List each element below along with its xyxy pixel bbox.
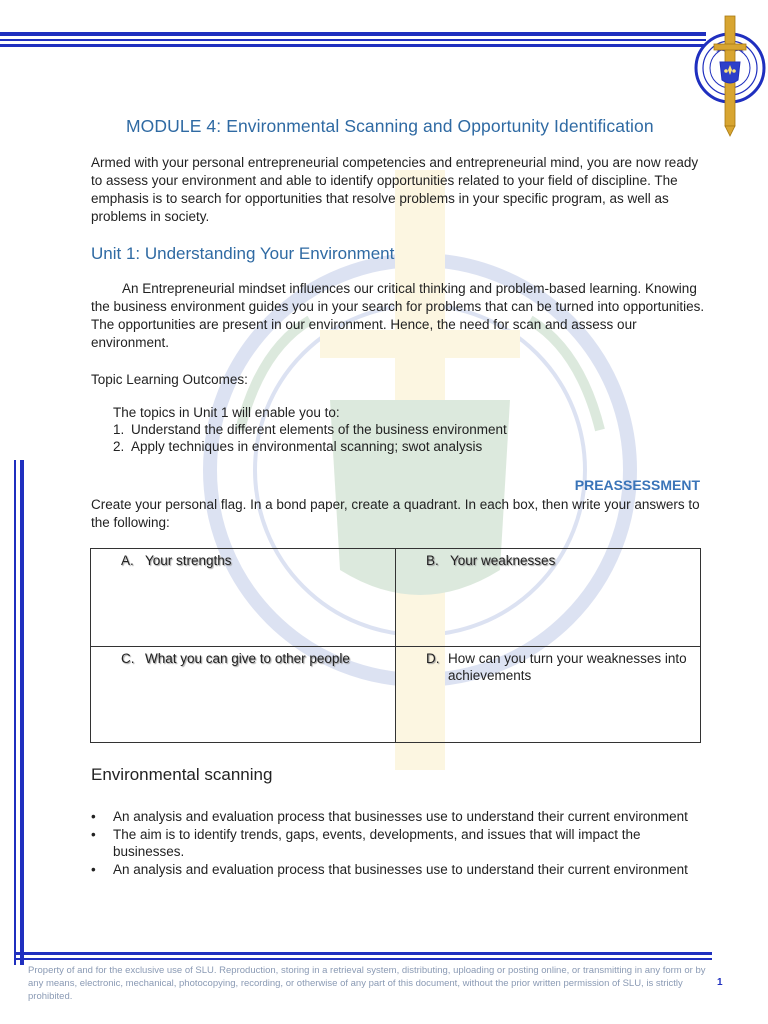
list-item-text: The aim is to identify trends, gaps, events, developments, and issues that will impact the businesses. xyxy=(113,826,641,859)
header-rule-top xyxy=(0,32,706,36)
quadrant-text: How can you turn your weaknesses into achievements xyxy=(448,651,687,683)
personal-flag-quadrant xyxy=(90,548,701,743)
header-rule-mid xyxy=(0,39,706,41)
copyright-notice: Property of and for the exclusive use of SLU. Reproduction, storing in a retrieval system, distributing, uploading or posting online, or transmitting in any form or by any means, electronic, mechanical, photocopying, recording, or otherwise of any part of this document, without the prior written permission of SLU, is strictly prohibited. xyxy=(28,965,706,1002)
outcome-text: Apply techniques in environmental scanning; swot analysis xyxy=(131,439,483,454)
bullet-marker: • xyxy=(91,861,96,877)
unit-body xyxy=(91,280,711,352)
side-rule-outer xyxy=(14,460,16,965)
quadrant-text: What you can give to other people xyxy=(145,651,350,666)
quadrant-label: D. xyxy=(426,651,440,666)
list-item xyxy=(91,826,711,861)
quadrant-text: Your weaknesses xyxy=(450,553,556,568)
list-item-text: An analysis and evaluation process that businesses use to understand their current environment xyxy=(113,809,688,824)
quadrant-label: B. xyxy=(426,553,439,568)
outcomes-heading: Topic Learning Outcomes: xyxy=(91,372,248,387)
footer-rule-top xyxy=(14,952,712,955)
unit-title: Unit 1: Understanding Your Environment xyxy=(91,244,395,263)
list-item-text: An analysis and evaluation process that businesses use to understand their current environment xyxy=(113,861,688,877)
list-item xyxy=(91,808,711,826)
env-scanning-title: Environmental scanning xyxy=(91,765,273,784)
list-item xyxy=(91,861,711,879)
page-number: 1 xyxy=(717,977,723,988)
outcome-text: Understand the different elements of the business environment xyxy=(131,422,507,437)
quadrant-label: A. xyxy=(121,553,134,568)
bullet-marker: • xyxy=(91,809,96,824)
bullet-marker: • xyxy=(91,826,96,842)
outcome-num: 2. xyxy=(113,439,125,454)
preassessment-instructions: Create your personal flag. In a bond paper, create a quadrant. In each box, then write your answers to the following: xyxy=(91,497,700,530)
university-seal-icon xyxy=(692,8,768,138)
env-scanning-list xyxy=(91,808,711,878)
footer-rule-bottom xyxy=(14,958,712,960)
module-title: MODULE 4: Environmental Scanning and Opportunity Identification xyxy=(126,116,654,136)
outcome-item-1 xyxy=(113,421,693,439)
quadrant-cell-d xyxy=(396,647,701,743)
quadrant-label: C. xyxy=(121,651,135,666)
intro-paragraph: Armed with your personal entrepreneurial competencies and entrepreneurial mind, you are now ready to assess your environment and able to identify opportunities related to your field of discipline. The emphasis is to search for opportunities that resolve problems in your specific program, as well as problems in society. xyxy=(91,155,699,224)
outcome-item-2 xyxy=(113,438,693,456)
outcomes-intro: The topics in Unit 1 will enable you to: xyxy=(113,405,340,420)
preassessment-heading: PREASSESSMENT xyxy=(574,477,700,493)
quadrant-cell-c xyxy=(91,647,396,743)
quadrant-cell-a xyxy=(91,549,396,647)
outcome-num: 1. xyxy=(113,422,125,437)
quadrant-text: Your strengths xyxy=(145,553,232,568)
side-rule-inner xyxy=(20,460,24,965)
quadrant-cell-b xyxy=(396,549,701,647)
unit-body-text: An Entrepreneurial mindset influences our critical thinking and problem-based learning. Knowing the business environment guides you in your search for problems that can be turned into opportunities. The opportunities are present in our environment. Hence, the need for scan and assess our environment. xyxy=(91,281,705,350)
header-rule-bottom xyxy=(0,44,706,47)
